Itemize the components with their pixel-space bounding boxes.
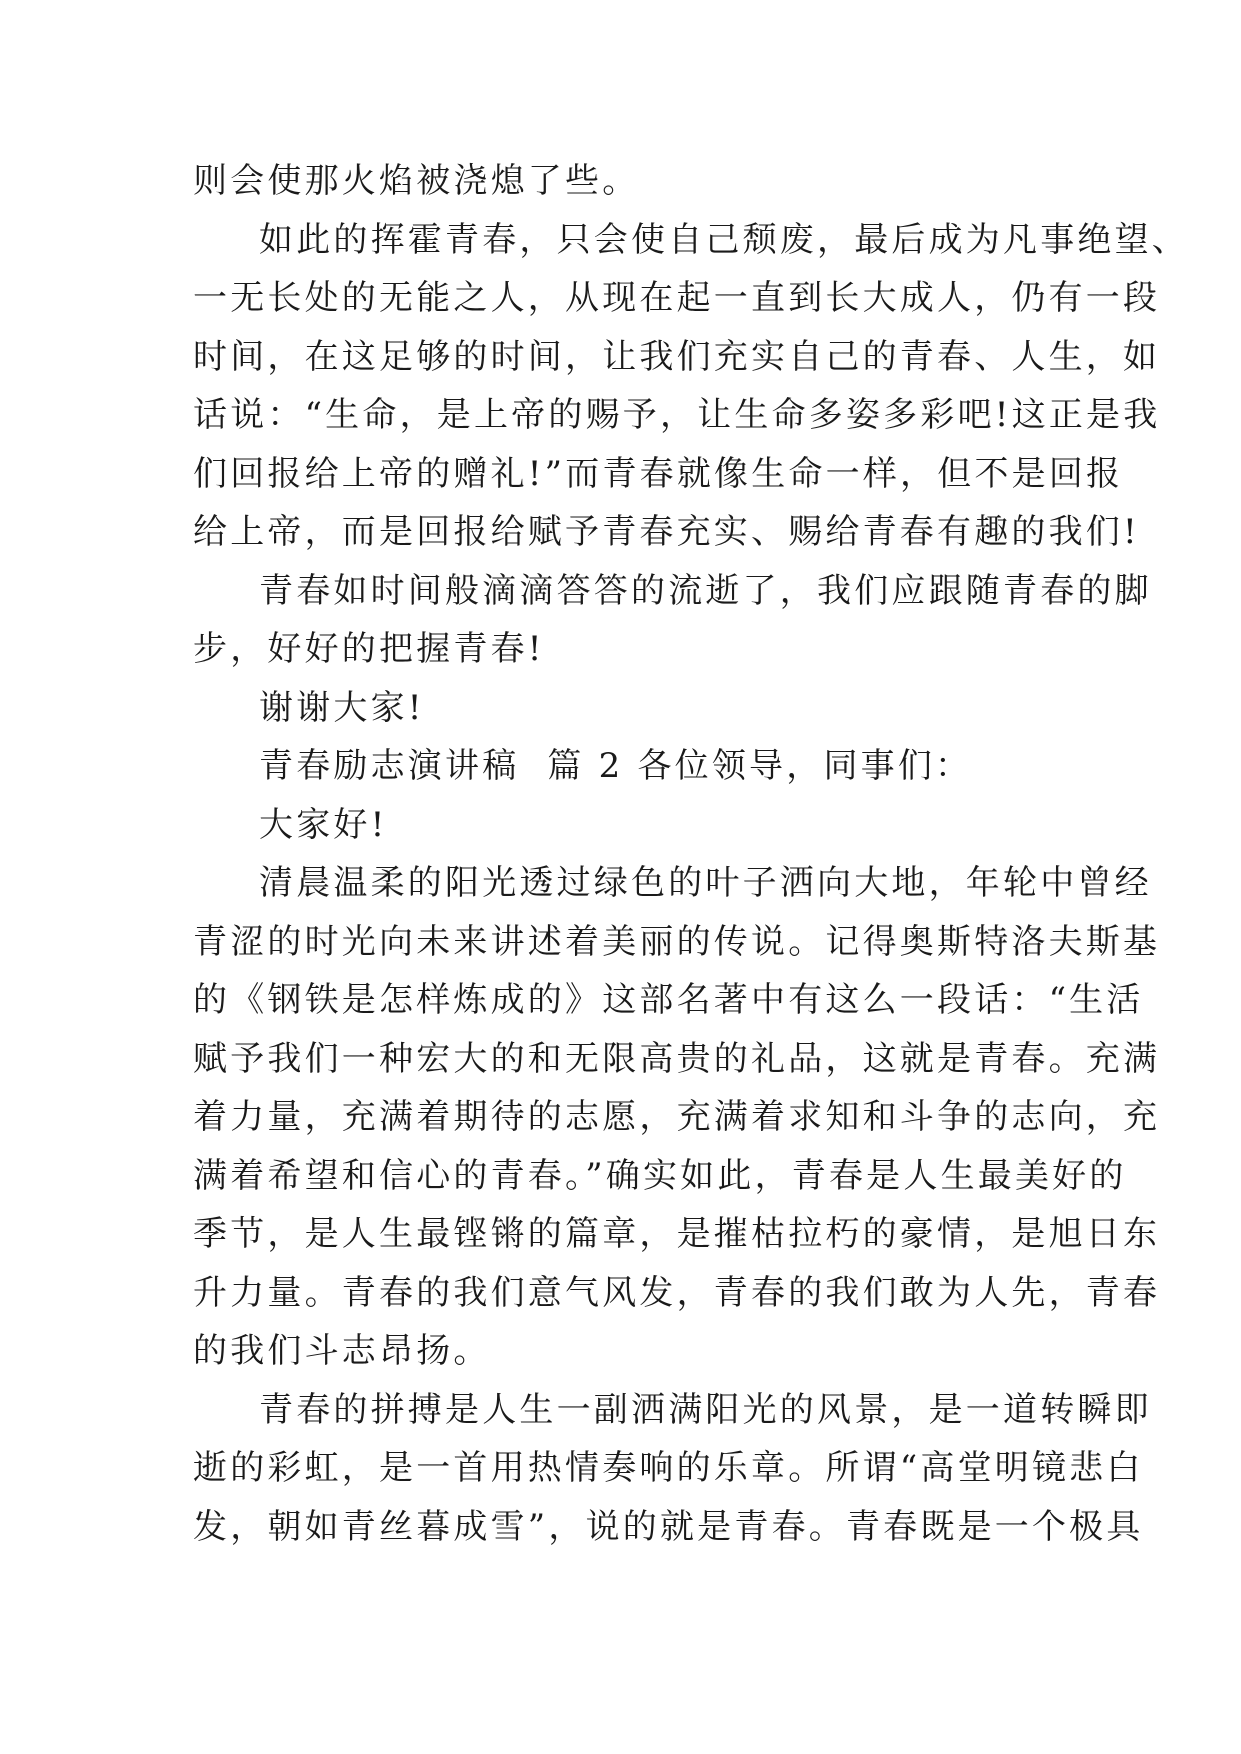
text-line: 青涩的时光向未来讲述着美丽的传说。记得奥斯特洛夫斯基 [193, 921, 1161, 962]
text-line: 步，好好的把握青春! [193, 629, 545, 669]
document-body [193, 152, 1189, 1556]
text-line: 话说：“生命，是上帝的赐予，让生命多姿多彩吧!这正是我 [193, 395, 1161, 435]
text-line: 赋予我们一种宏大的和无限高贵的礼品，这就是青春。充满 [193, 1038, 1161, 1079]
text-line: 逝的彩虹，是一首用热情奏响的乐章。所谓“高堂明镜悲白 [193, 1448, 1144, 1488]
text-line: 大家好! [259, 804, 388, 845]
text-line: 着力量，充满着期待的志愿，充满着求知和斗争的志向，充 [193, 1097, 1161, 1137]
text-line: 如此的挥霍青春，只会使自己颓废，最后成为凡事绝望、 [259, 219, 1189, 260]
text-line: 清晨温柔的阳光透过绿色的叶子洒向大地，年轮中曾经 [259, 863, 1152, 903]
text-line: 满着希望和信心的青春。”确实如此，青春是人生最美好的 [193, 1155, 1127, 1196]
text-line: 则会使那火焰被浇熄了些。 [193, 161, 640, 201]
text-line: 发，朝如青丝暮成雪”，说的就是青春。青春既是一个极具 [193, 1506, 1144, 1547]
text-line: 给上帝，而是回报给赋予青春充实、赐给青春有趣的我们! [193, 512, 1140, 552]
text-line: 时间，在这足够的时间，让我们充实自己的青春、人生，如 [193, 336, 1161, 377]
text-line: 季节，是人生最铿锵的篇章，是摧枯拉朽的豪情，是旭日东 [193, 1214, 1161, 1254]
section-heading: 青春励志演讲稿 篇 2 各位领导，同事们： [259, 746, 973, 786]
text-line: 升力量。青春的我们意气风发，青春的我们敢为人先，青春 [193, 1272, 1161, 1313]
text-line: 谢谢大家! [259, 687, 425, 728]
text-line: 的《钢铁是怎样炼成的》这部名著中有这么一段话：“生活 [193, 980, 1144, 1020]
text-line: 青春如时间般滴滴答答的流逝了，我们应跟随青春的脚 [259, 570, 1152, 611]
text-line: 的我们斗志昂扬。 [193, 1331, 491, 1371]
text-line: 一无长处的无能之人，从现在起一直到长大成人，仍有一段 [193, 278, 1161, 318]
text-line: 青春的拼搏是人生一副洒满阳光的风景，是一道转瞬即 [259, 1389, 1152, 1430]
text-line: 们回报给上帝的赠礼!”而青春就像生命一样，但不是回报 [193, 453, 1124, 494]
